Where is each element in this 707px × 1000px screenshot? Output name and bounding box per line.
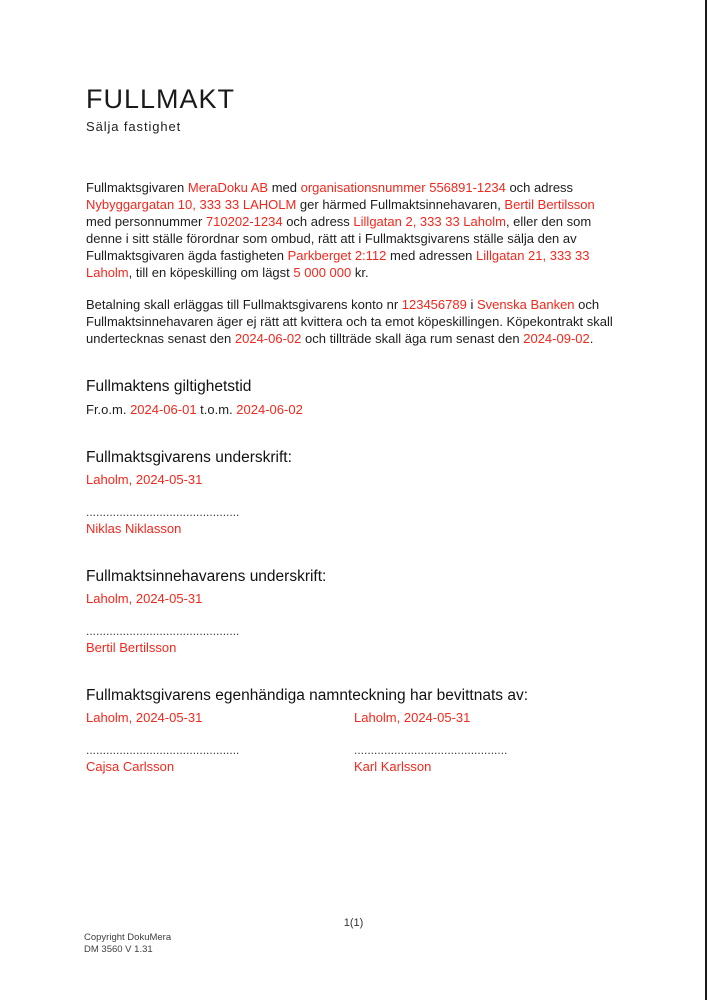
holder-signature-line: .............................................. — [86, 625, 240, 638]
witness-left-name: Cajsa Carlsson — [86, 759, 175, 774]
filled-value: Lillgatan 2, 333 33 Laholm — [353, 214, 506, 229]
paragraph-payment-terms — [86, 296, 622, 347]
filled-value: 2024-06-02 — [236, 402, 303, 417]
static-text: kr. — [351, 265, 369, 280]
filled-value: Parkberget 2:112 — [287, 248, 387, 263]
static-text: Fr.o.m. — [86, 402, 131, 417]
static-text: . — [589, 331, 594, 346]
static-text: och tillträde skall äga rum senast den — [301, 331, 524, 346]
filled-value: organisationsnummer 556891-1234 — [300, 180, 506, 195]
filled-value: 123456789 — [401, 297, 467, 312]
static-text: och adress — [505, 180, 574, 195]
witness-right-signature-line: .............................................. — [354, 744, 508, 757]
static-text: med personnummer — [86, 214, 206, 229]
filled-value: Svenska Banken — [476, 297, 575, 312]
static-text: , eller den som denne i sitt ställe förordnar som ombud, rätt att i Fullmaktsgivarens ställe sälja den av Fullmaktsgivaren ägda fastigheten — [86, 214, 592, 263]
section-heading-validity: Fullmaktens giltighetstid — [86, 378, 252, 395]
section-heading-holder-signature: Fullmaktsinnehavarens underskrift: — [86, 568, 327, 585]
document-page — [86, 0, 622, 775]
filled-value: Bertil Bertilsson — [504, 197, 595, 212]
static-text: t.o.m. — [196, 402, 237, 417]
witness-row-signature-lines — [86, 726, 622, 757]
filled-value: 2024-06-02 — [234, 331, 302, 346]
witness-row-names — [86, 757, 622, 775]
witness-left-signature-line: .............................................. — [86, 744, 240, 757]
document-title: FULLMAKT — [86, 84, 236, 114]
static-text: och Fullmaktsinnehavaren äger ej rätt att kvittera och ta emot köpeskillingen. Köpekontrakt skall undertecknas senast den — [86, 297, 613, 346]
static-text: , till en köpeskilling om lägst — [128, 265, 294, 280]
filled-value: 5 000 000 — [293, 265, 352, 280]
filled-value: 710202-1234 — [205, 214, 283, 229]
filled-value: Lillgatan 21, 333 33 Laholm — [86, 248, 590, 280]
witness-row-place-date — [86, 706, 622, 726]
document-id-version: DM 3560 V 1.31 — [84, 943, 153, 955]
static-text: med adressen — [386, 248, 477, 263]
static-text: med — [268, 180, 301, 195]
grantor-name: Niklas Niklasson — [86, 521, 182, 536]
filled-value: Nybyggargatan 10, 333 33 LAHOLM — [86, 197, 297, 212]
document-subtitle: Sälja fastighet — [86, 119, 182, 134]
section-heading-grantor-signature: Fullmaktsgivarens underskrift: — [86, 449, 292, 466]
static-text: Betalning skall erläggas till Fullmaktsgivarens konto nr — [86, 297, 402, 312]
static-text: i — [466, 297, 477, 312]
static-text: Fullmaktsgivaren — [86, 180, 188, 195]
static-text: och adress — [282, 214, 354, 229]
holder-name: Bertil Bertilsson — [86, 640, 177, 655]
witness-left-place-date: Laholm, 2024-05-31 — [86, 710, 203, 725]
page-number: 1(1) — [343, 917, 364, 929]
paragraph-authority — [86, 179, 622, 281]
grantor-signature-line: .............................................. — [86, 506, 240, 519]
grantor-place-date: Laholm, 2024-05-31 — [86, 472, 203, 487]
validity-period — [86, 401, 622, 418]
footer-copyright — [84, 932, 171, 955]
copyright-line: Copyright DokuMera — [84, 932, 172, 943]
witness-right-name: Karl Karlsson — [354, 759, 432, 774]
filled-value: 2024-06-01 — [130, 402, 197, 417]
filled-value: 2024-09-02 — [523, 331, 590, 346]
section-heading-witnesses: Fullmaktsgivarens egenhändiga namnteckning har bevittnats av: — [86, 687, 529, 704]
filled-value: MeraDoku AB — [187, 180, 269, 195]
static-text: ger härmed Fullmaktsinnehavaren, — [296, 197, 505, 212]
witness-right-place-date: Laholm, 2024-05-31 — [354, 710, 471, 725]
holder-place-date: Laholm, 2024-05-31 — [86, 591, 203, 606]
